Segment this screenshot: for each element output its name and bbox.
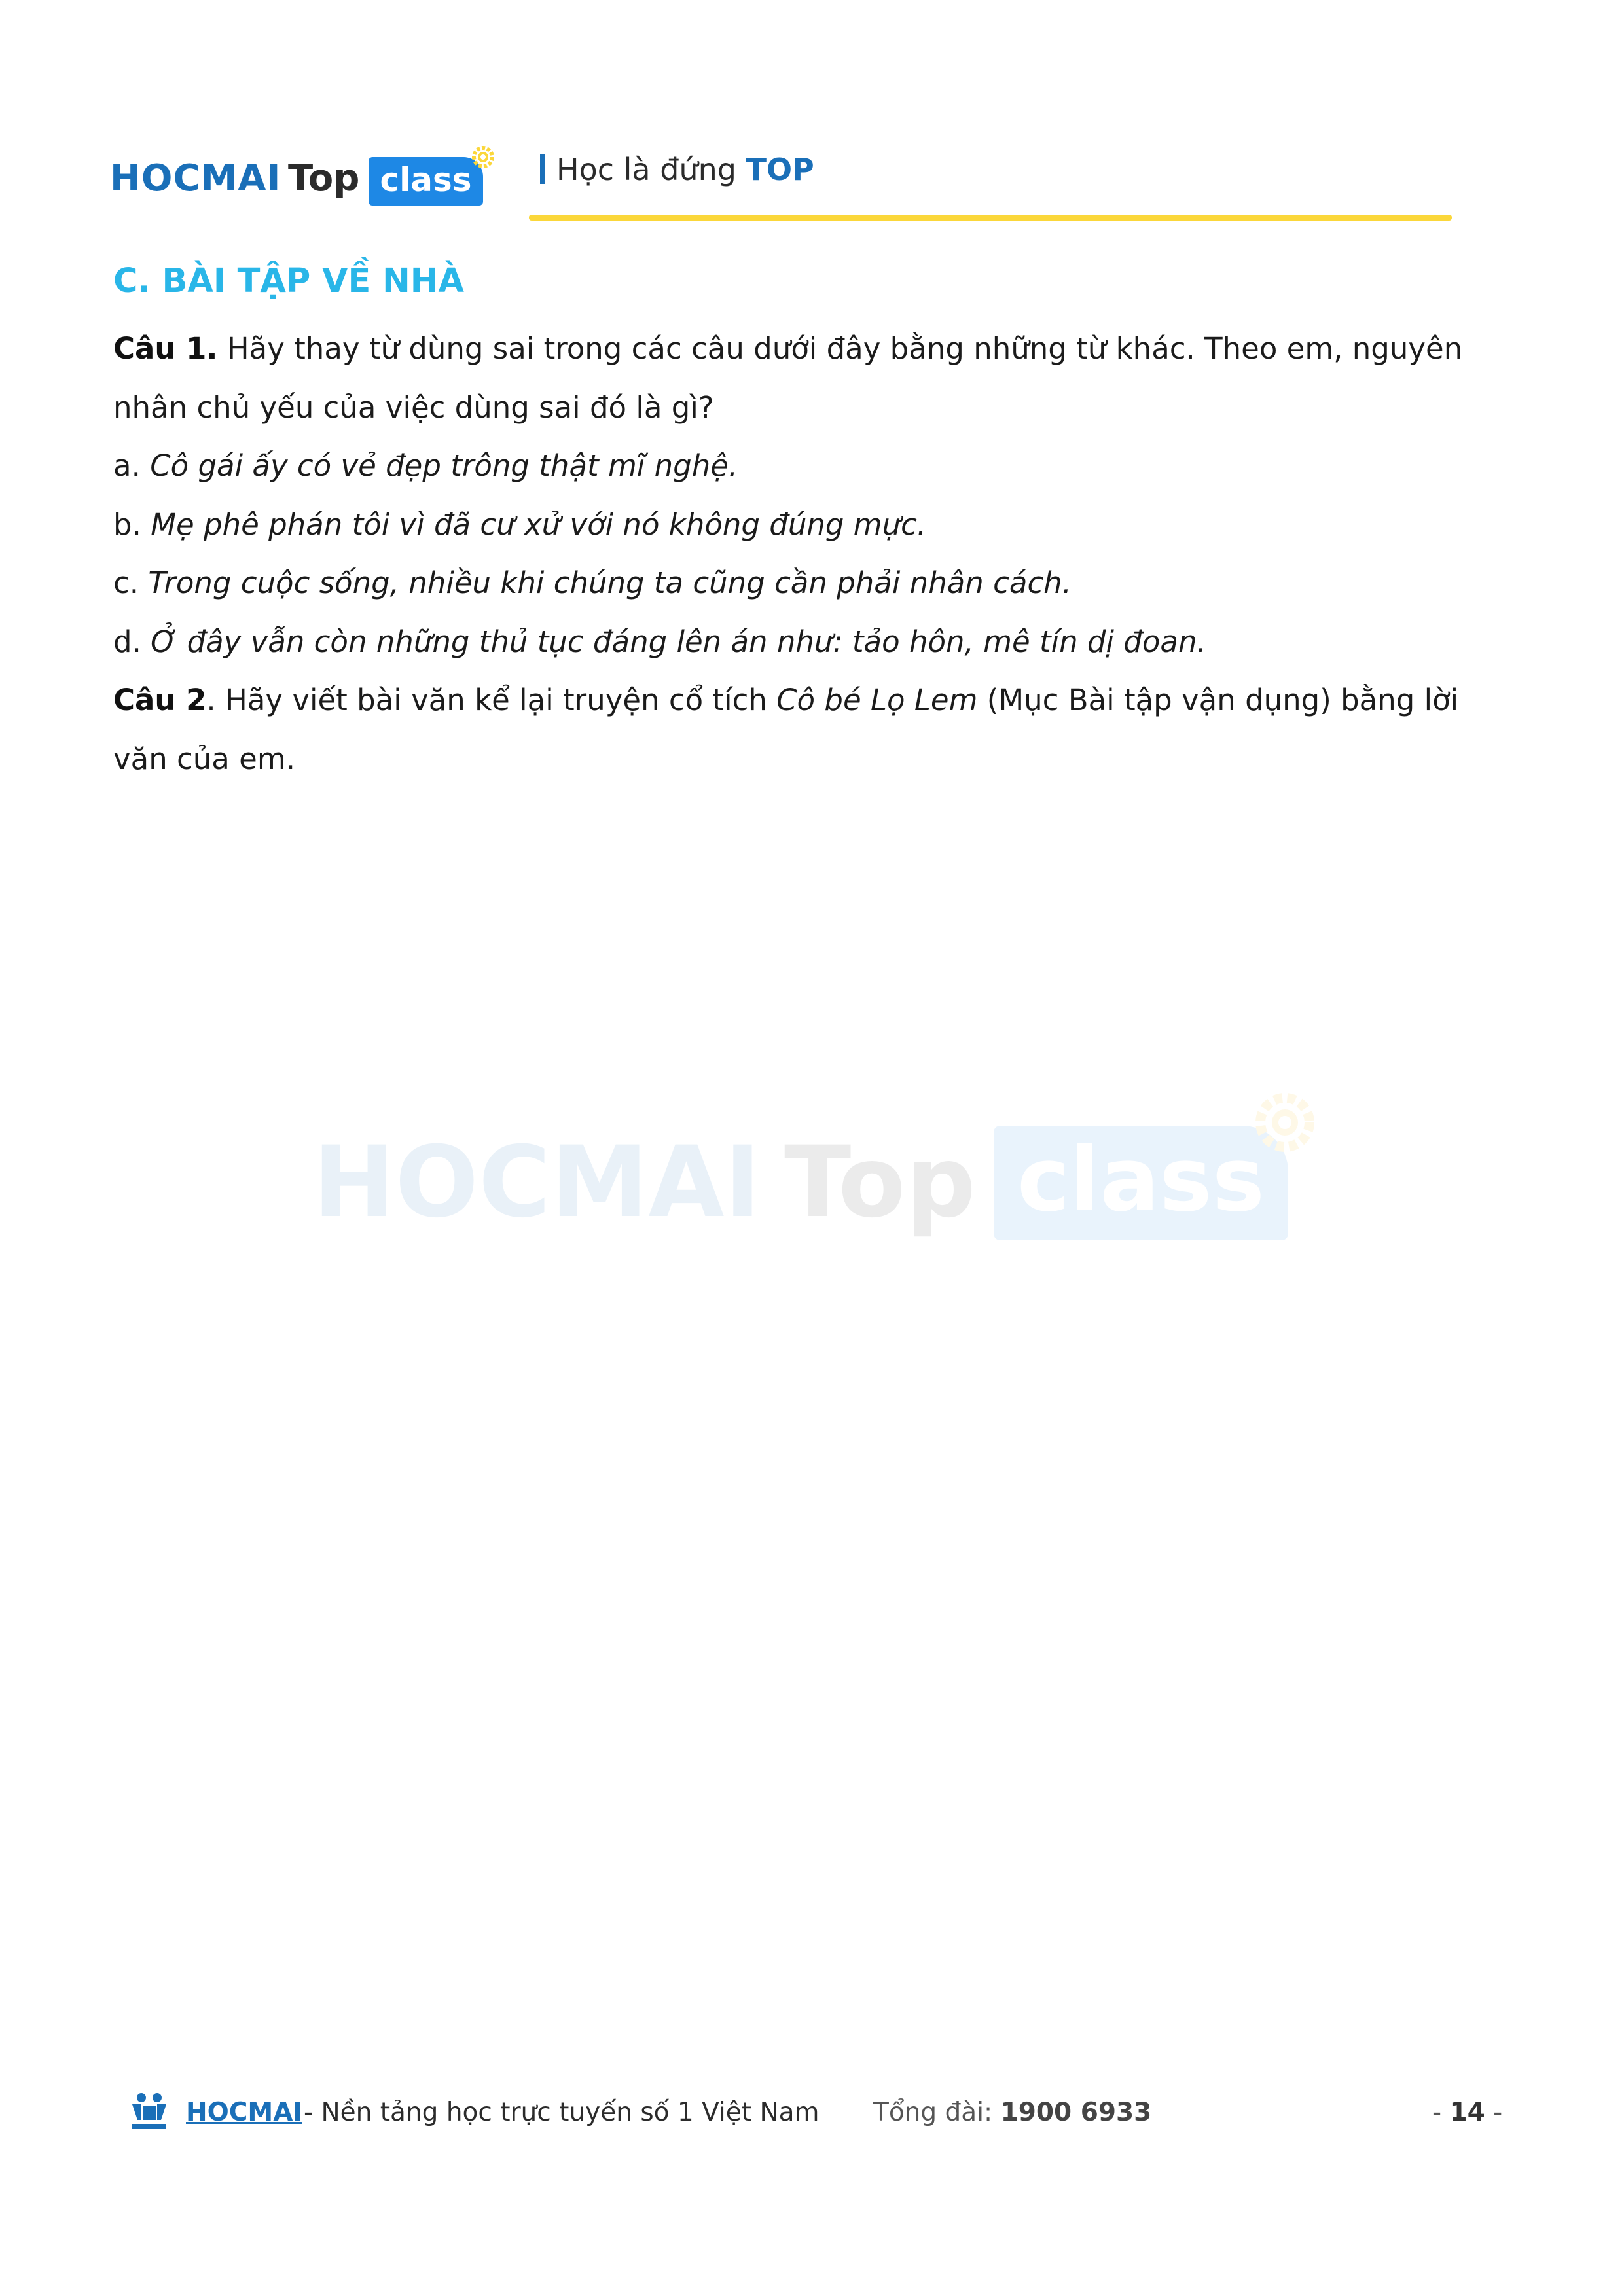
exercise-2-story-title: Cô bé Lọ Lem (776, 683, 978, 717)
logo-class-badge (369, 157, 483, 206)
hotline-number: 1900 6933 (1000, 2098, 1152, 2127)
exercise-1-item-c (113, 554, 1521, 613)
hocmai-mascot-icon (128, 2091, 170, 2132)
hotline-label: Tổng đài: (873, 2098, 1001, 2127)
page-footer (128, 2091, 1503, 2137)
exercise-2-prompt (113, 671, 1521, 788)
exercise-1-item-b (113, 495, 1521, 554)
header-divider (529, 215, 1452, 221)
watermark-top: Top (784, 1126, 976, 1240)
tagline-prefix: Học là đứng (556, 152, 736, 187)
exercise-1-item-d (113, 613, 1521, 672)
gear-icon (469, 143, 497, 171)
item-sentence: Mẹ phê phán tôi vì đã cư xử với nó không đúng mực. (151, 507, 927, 542)
logo-class-text: class (380, 161, 472, 199)
hocmai-topclass-logo (110, 143, 503, 215)
header-tagline (540, 152, 814, 187)
item-sentence: Ở đây vẫn còn những thủ tục đáng lên án như: tảo hôn, mê tín dị đoan. (151, 624, 1206, 659)
item-marker: a. (113, 448, 151, 483)
logo-top-text: Top (288, 157, 360, 200)
item-sentence: Trong cuộc sống, nhiều khi chúng ta cũng cần phải nhân cách. (148, 565, 1072, 600)
item-marker: c. (113, 565, 149, 600)
exercise-1-item-a (113, 437, 1521, 495)
watermark-logo (313, 1086, 1334, 1244)
item-marker: d. (113, 624, 151, 659)
footer-brand-link[interactable]: HOCMAI (186, 2098, 302, 2127)
exercise-1-prompt (113, 319, 1521, 437)
exercise-1-label: Câu 1. (113, 331, 218, 366)
page-prefix: - (1432, 2098, 1450, 2127)
exercise-content (113, 319, 1521, 788)
item-marker: b. (113, 507, 151, 542)
watermark-class-badge (994, 1126, 1288, 1240)
footer-hotline (873, 2098, 1151, 2127)
page-suffix: - (1485, 2098, 1503, 2127)
watermark-class: class (1017, 1128, 1265, 1231)
tagline-highlight: TOP (746, 152, 814, 187)
exercise-2-text-after: (Mục Bài tập vận dụng) bằng lời văn của em. (113, 683, 1459, 776)
exercise-2-label: Câu 2 (113, 683, 207, 717)
exercise-2-text-before: . Hãy viết bài văn kể lại truyện cổ tích (206, 683, 777, 717)
exercise-1-text: Hãy thay từ dùng sai trong các câu dưới đây bằng những từ khác. Theo em, nguyên nhân chủ yếu của việc dùng sai đó là gì? (113, 331, 1463, 425)
page-number-value: 14 (1449, 2098, 1485, 2127)
tagline-divider (540, 154, 545, 184)
page-number (1432, 2098, 1502, 2127)
footer-slogan: - Nền tảng học trực tuyến số 1 Việt Nam (304, 2098, 820, 2127)
watermark-gear-icon (1249, 1086, 1321, 1158)
watermark-brand: HOCMAI (313, 1126, 761, 1240)
logo-brand-text: HOCMAI (110, 157, 281, 200)
section-title: C. BÀI TẬP VỀ NHÀ (113, 262, 464, 300)
item-sentence: Cô gái ấy có vẻ đẹp trông thật mĩ nghệ. (150, 448, 738, 483)
